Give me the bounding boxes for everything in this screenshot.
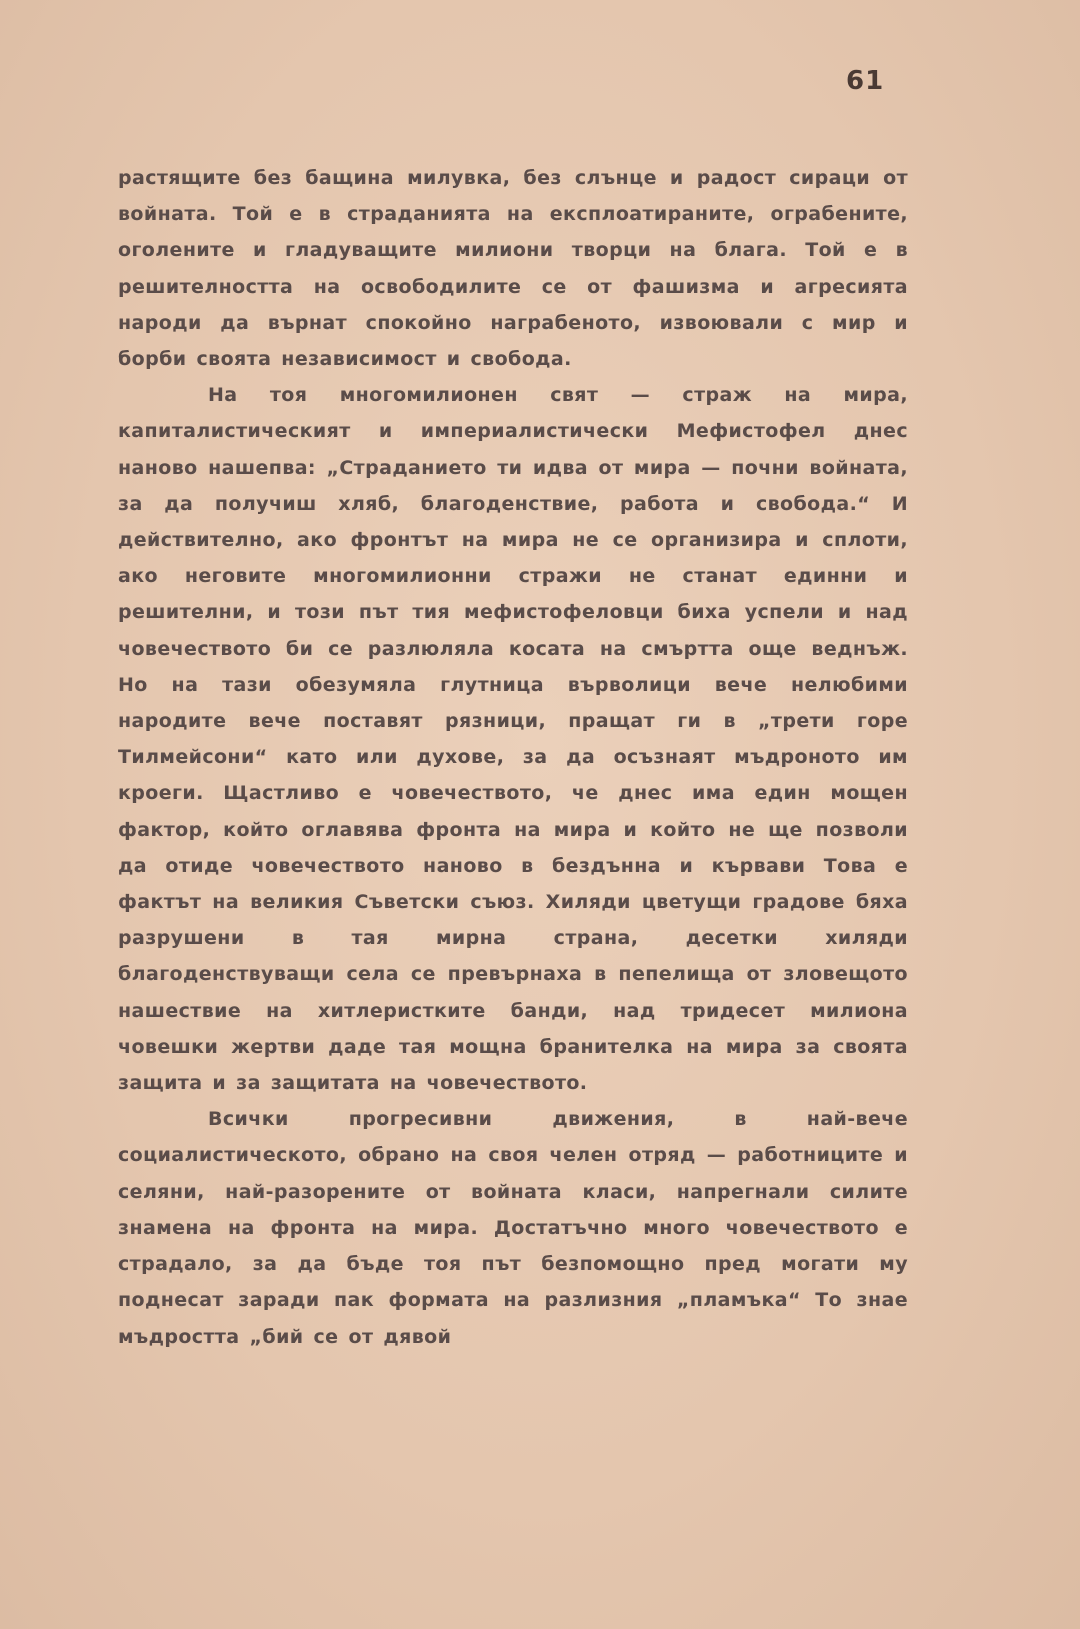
- paragraph-2: На тоя многомилионен свят — страж на мира, капиталистическият и империалистически Мефистофел днес наново нашепва: „Страданието ти идва от мира — почни войната, за да получиш хляб, благоденствие, работа и свобода.“ И действително, ако фронтът на мира не се организира и сплоти, ако неговите многомилионни стражи не станат единни и решителни, и този път тия мефистофеловци биха успели и над човечеството би се разлюляла косата на смъртта още веднъж. Но на тази обезумяла глутница върволици вече нелюбими народите вече поставят рязници, пращат ги в „трети горе Тилмейсони“ като или духове, за да осъзнаят мъдроното им кроеги. Щастливо е човечеството, че днес има един мощен фактор, който оглавява фронта на мира и който не ще позволи да отиде човечеството наново в бездънна и кървави Това е фактът на великия Съветски съюз. Хиляди цветущи градове бяха разрушени в тая мирна страна, десетки хиляди благоденствуващи села се превърнаха в пепелища от зловещото нашествие на хитлеристките банди, над тридесет милиона човешки жертви даде тая мощна бранителка на мира за своята защита и за защитата на човечеството.: [118, 384, 908, 1095]
- page-number: 61: [846, 66, 885, 96]
- paragraph-1: растящите без бащина милувка, без слънце и радост сираци от войната. Той е в страданията на експлоатираните, ограбените, оголените и гладуващите милиони творци на блага. Той е в решителността на освободилите се от фашизма и агресията народи да върнат спокойно награбеното, извоювали с мир и борби своята независимост и свобода.: [118, 167, 908, 371]
- body-text: [118, 160, 908, 1355]
- paragraph-3: Всички прогресивни движения, в най-вече социалистическото, обрано на своя челен отряд — работниците и селяни, най-разорените от войната класи, напрегнали силите знамена на фронта на мира. Достатъчно много човечеството е страдало, за да бъде тоя път безпомощно пред могати му поднесат заради пак формата на разлизния „пламъка“ То знае мъдростта „бий се от дявой: [118, 1108, 908, 1348]
